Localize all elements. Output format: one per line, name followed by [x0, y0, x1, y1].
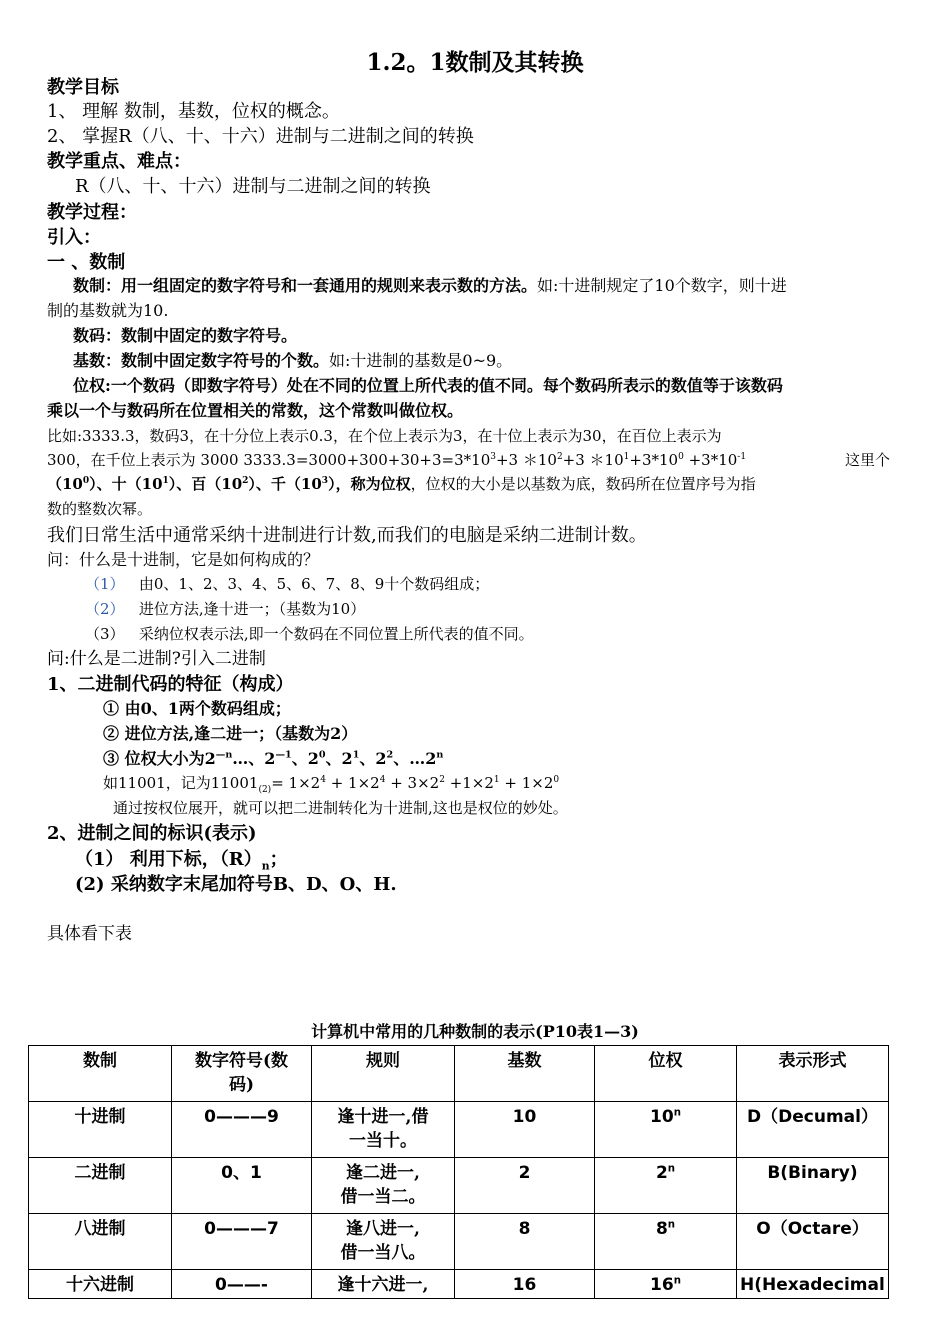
bin3f: 、…2 [393, 749, 437, 768]
cell-weight [595, 1158, 737, 1214]
decimal-text-3: 采纳位权表示法,即一个数码在不同位置上所代表的值不同。 [138, 625, 534, 643]
cell-name: 八进制 [29, 1214, 172, 1270]
bin-ex-d: + 3×2 [385, 774, 440, 792]
cell-base: 10 [455, 1102, 595, 1158]
goal-1: 1、 理解 数制，基数，位权的概念。 [47, 101, 340, 122]
exp-0b: 0 [82, 476, 90, 486]
definition-shuzhi-rest: 如:十进制规定了10个数字，则十进 [537, 276, 787, 295]
cell-form: H(Hexadecimal [737, 1270, 889, 1299]
exp-0c: 0 [318, 749, 326, 761]
exp-1b: 1 [162, 476, 169, 486]
cell-rule [312, 1158, 455, 1214]
cell-name: 二进制 [29, 1158, 172, 1214]
decimal-num-3: （3） [85, 625, 125, 643]
question-1: 问：什么是十进制，它是如何构成的？ [47, 550, 320, 569]
binary-item-2: ② 进位方法,逢二进一；（基数为2） [103, 724, 358, 743]
binary-heading: 1、二进制代码的特征（构成） [47, 674, 294, 695]
sub-n: n [261, 859, 270, 873]
example-2e: +3*10 [683, 451, 738, 469]
exp-minus-1: -1 [737, 452, 747, 462]
mark1a: （1） 利用下标，（R） [75, 849, 262, 870]
example-2c: +3 ＊10 [562, 451, 624, 469]
decimal-num-2: （2） [85, 600, 125, 618]
cell-name: 十进制 [29, 1102, 172, 1158]
exp-2b: 2 [242, 476, 249, 486]
table-row [29, 1102, 889, 1158]
bin3a: ③ 位权大小为2 [103, 749, 216, 768]
definition-jishu [73, 352, 512, 370]
header-rule: 规则 [312, 1046, 455, 1102]
weight-exp: n [667, 1219, 676, 1231]
radix-table [28, 1045, 889, 1299]
header-weight: 位权 [595, 1046, 737, 1102]
definition-weiquan-2: 乘以一个与数码所在位置相关的常数，这个常数叫做位权。 [47, 401, 464, 420]
goal-2: 2、 掌握R（八、十、十六）进制与二进制之间的转换 [47, 126, 474, 147]
section-1-heading: 一 、数制 [47, 252, 126, 273]
bin-ex-f: + 1×2 [499, 774, 554, 792]
bin3b: …、2 [232, 749, 276, 768]
key-text: R（八、十、十六）进制与二进制之间的转换 [75, 176, 431, 197]
process-heading: 教学过程： [47, 202, 137, 223]
example-2b: +3 ＊10 [495, 451, 557, 469]
example-2a: 300，在千位上表示为 3000 3333.3=3000+300+30+3=3*10 [47, 451, 491, 469]
exp-2c: 2 [386, 749, 394, 761]
header-base: 基数 [455, 1046, 595, 1102]
mark-item-2: (2) 采纳数字末尾加符号B、D、O、H. [75, 874, 397, 895]
cell-form: O（Octare） [737, 1214, 889, 1270]
definition-shuzhi-bold: 数制：用一组固定的数字符号和一套通用的规则来表示数的方法。 [73, 276, 538, 295]
example-3g: ，位权的大小是以基数为底，数码所在位置序号为指 [410, 475, 756, 493]
table-row [29, 1214, 889, 1270]
cell-rule [312, 1214, 455, 1270]
exp-3b: 3 [321, 476, 329, 486]
rule-line1: 逢二进一, [346, 1163, 420, 1183]
table-caption: 计算机中常用的几种数制的表示(P10表1—3) [311, 1022, 639, 1041]
example-3c: ）、百（10 [168, 475, 243, 493]
exp-4b: 4 [379, 775, 386, 785]
rule-line2: 借一当二。 [340, 1186, 426, 1207]
daily-text: 我们日常生活中通常采纳十进制进行计数,而我们的电脑是采纳二进制计数。 [47, 525, 647, 546]
cell-symbols: 0——- [172, 1270, 312, 1299]
binary-example [103, 774, 560, 795]
exp-neg-1: —1 [275, 749, 292, 761]
cell-base: 8 [455, 1214, 595, 1270]
example-2f: 这里个 [845, 451, 891, 469]
cell-symbols: 0———7 [172, 1214, 312, 1270]
definition-weiquan-1: 位权:一个数码（即数字符号）处在不同的位置上所代表的值不同。每个数码所表示的数值等于该数码 [73, 376, 783, 395]
header-symbols-line2: 码) [228, 1074, 255, 1095]
cell-base: 2 [455, 1158, 595, 1214]
header-symbols-line1: 数字符号(数 [194, 1051, 289, 1071]
exp-1c: 1 [352, 749, 360, 761]
decimal-item-3 [85, 626, 534, 643]
table-header-row [29, 1046, 889, 1102]
definition-shuma: 数码：数制中固定的数字符号。 [73, 326, 298, 345]
definition-jishu-bold: 基数：数制中固定数字符号的个数。 [73, 351, 330, 370]
example-line-1: 比如:3333.3，数码3，在十分位上表示0.3，在个位上表示为3，在十位上表示为30，在百位上表示为 [47, 427, 722, 445]
bin3d: 、2 [325, 749, 353, 768]
weight-base: 10 [650, 1107, 674, 1127]
intro-heading: 引入： [47, 227, 101, 248]
decimal-item-1 [85, 576, 489, 593]
cell-rule [312, 1102, 455, 1158]
exp-n: n [436, 749, 444, 761]
bin3e: 、2 [359, 749, 387, 768]
mark-item-1 [75, 850, 288, 871]
exp-1: 1 [623, 452, 630, 462]
exp-3: 3 [490, 452, 496, 462]
exp-0d: 0 [553, 775, 560, 785]
weight-exp: n [667, 1163, 676, 1175]
example-2d: +3*10 [629, 451, 679, 469]
definition-jishu-rest: 如:十进制的基数是0~9。 [329, 351, 513, 370]
rule-line1: 逢十六进一, [337, 1275, 429, 1295]
bin-ex-b: = 1×2 [271, 774, 321, 792]
example-3d: ）、千（10 [248, 475, 322, 493]
header-form: 表示形式 [737, 1046, 889, 1102]
weight-base: 2 [655, 1163, 668, 1183]
example-line-4: 数的整数次幂。 [47, 500, 153, 518]
definition-shuzhi-cont: 制的基数就为10. [47, 301, 169, 320]
goals-heading: 教学目标 [47, 77, 119, 98]
decimal-num-1: （1） [85, 575, 125, 593]
rule-line1: 逢八进一, [346, 1219, 420, 1239]
header-radix: 数制 [29, 1046, 172, 1102]
cell-form: D（Decumal） [737, 1102, 889, 1158]
weight-exp: n [673, 1275, 681, 1287]
cell-name: 十六进制 [29, 1270, 172, 1299]
bin-ex-c: + 1×2 [325, 774, 380, 792]
table-row [29, 1270, 889, 1299]
example-3a: （10 [47, 475, 83, 493]
bin3c: 、2 [291, 749, 319, 768]
cell-weight [595, 1270, 737, 1299]
rule-line2: 借一当八。 [340, 1242, 426, 1263]
binary-item-3 [103, 750, 443, 768]
weight-exp: n [673, 1107, 681, 1119]
table-row [29, 1158, 889, 1214]
binary-note: 通过按权位展开，就可以把二进制转化为十进制,这也是权位的妙处。 [113, 799, 568, 817]
weight-base: 8 [655, 1219, 668, 1239]
mark-heading: 2、进制之间的标识(表示) [47, 823, 257, 844]
bin-ex-e: +1×2 [444, 774, 494, 792]
rule-line1: 逢十进一,借 [337, 1107, 429, 1127]
exp-0: 0 [678, 452, 684, 462]
cell-form: B(Binary) [737, 1158, 889, 1214]
decimal-text-1: 由0、1、2、3、4、5、6、7、8、9十个数码组成； [138, 575, 490, 593]
example-3b: ）、十（10 [89, 475, 163, 493]
rule-line2: 一当十。 [349, 1130, 417, 1151]
exp-2d: 2 [439, 775, 445, 785]
weight-base: 16 [650, 1275, 674, 1295]
cell-weight [595, 1102, 737, 1158]
question-2: 问:什么是二进制?引入二进制 [47, 649, 266, 669]
see-table-text: 具体看下表 [47, 924, 132, 944]
cell-symbols: 0、1 [172, 1158, 312, 1214]
decimal-item-2 [85, 601, 365, 618]
mark1b: ； [269, 849, 288, 870]
cell-weight [595, 1214, 737, 1270]
cell-symbols: 0———9 [172, 1102, 312, 1158]
example-line-2 [47, 452, 746, 469]
exp-neg-n: —n [215, 749, 233, 761]
definition-shuzhi [73, 277, 787, 295]
example-3e: ），称为 [328, 475, 381, 493]
header-symbols [172, 1046, 312, 1102]
binary-item-1: ① 由0、1两个数码组成； [103, 699, 291, 718]
exp-1d: 1 [493, 775, 500, 785]
page-title: 1.2。1数制及其转换 [366, 49, 584, 76]
cell-base: 16 [455, 1270, 595, 1299]
example-line-3 [47, 476, 756, 493]
decimal-text-2: 进位方法,逢十进一；（基数为10） [138, 600, 366, 618]
exp-2: 2 [556, 452, 563, 462]
key-heading: 教学重点、难点： [47, 151, 191, 172]
example-3f: 位权 [380, 475, 411, 493]
sub-2: (2) [258, 785, 272, 795]
bin-ex-a: 如11001，记为11001 [103, 774, 259, 792]
exp-4a: 4 [320, 775, 326, 785]
cell-rule [312, 1270, 455, 1299]
